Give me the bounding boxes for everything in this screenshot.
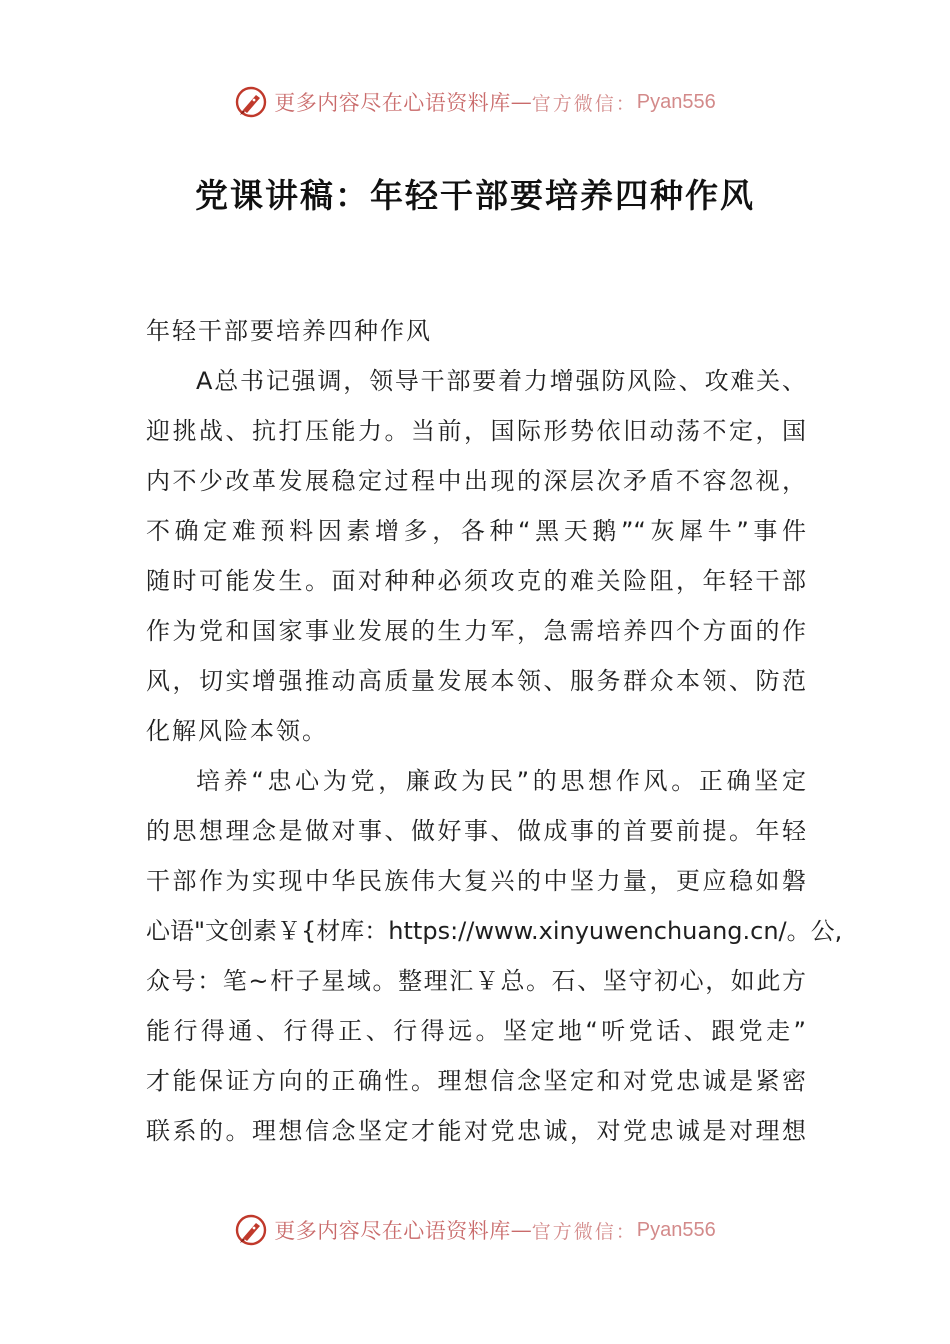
banner-dash: — xyxy=(510,1218,532,1242)
banner-wechat-id: Pyan556 xyxy=(636,1218,716,1241)
paragraph-line: 众号：笔~杆子星域。整理汇￥总。石、坚守初心，如此方 xyxy=(146,967,806,995)
paragraph-line: 培养“忠心为党，廉政为民”的思想作风。正确坚定 xyxy=(196,767,806,795)
paragraph-line: 联系的。理想信念坚定才能对党忠诚，对党忠诚是对理想 xyxy=(146,1117,806,1145)
paragraph-line: 能行得通、行得正、行得远。坚定地“听党话、跟党走” xyxy=(146,1017,806,1045)
paragraph-line: 化解风险本领。 xyxy=(146,717,328,745)
paragraph-line: 风，切实增强推动高质量发展本领、服务群众本领、防范 xyxy=(146,667,806,695)
paragraph-line: 迎挑战、抗打压能力。当前，国际形势依旧动荡不定，国 xyxy=(146,417,806,445)
banner-wechat-id: Pyan556 xyxy=(636,90,716,113)
paragraph-line: 作为党和国家事业发展的生力军，急需培养四个方面的作 xyxy=(146,617,806,645)
header-banner xyxy=(0,82,950,122)
banner-dash: — xyxy=(510,90,532,114)
page-title: 党课讲稿：年轻干部要培养四种作风 xyxy=(195,176,755,215)
footer-banner xyxy=(0,1210,950,1250)
paragraph-line: 干部作为实现中华民族伟大复兴的中坚力量，更应稳如磐 xyxy=(146,867,806,895)
banner-official-text: 官方微信： xyxy=(531,92,637,115)
paragraph-line: 随时可能发生。面对种种必须攻克的难关险阻，年轻干部 xyxy=(146,567,806,595)
paragraph-line: 不确定难预料因素增多，各种“黑天鹅”“灰犀牛”事件 xyxy=(146,517,806,545)
banner-official-text: 官方微信： xyxy=(531,1220,637,1243)
paragraph-line: 的思想理念是做对事、做好事、做成事的首要前提。年轻 xyxy=(146,817,806,845)
paragraph-line: 才能保证方向的正确性。理想信念坚定和对党忠诚是紧密 xyxy=(146,1067,806,1095)
subtitle-line: 年轻干部要培养四种作风 xyxy=(146,317,432,345)
pen-nib-icon xyxy=(234,1213,268,1247)
watermark-line: 心语"文创素￥{材库：https://www.xinyuwenchuang.cn/。公, xyxy=(146,917,843,945)
banner-main-text: 更多内容尽在心语资料库 xyxy=(274,1219,511,1243)
banner-main-text: 更多内容尽在心语资料库 xyxy=(274,91,511,115)
document-body xyxy=(146,306,843,1156)
pen-nib-icon xyxy=(234,85,268,119)
paragraph-line: 内不少改革发展稳定过程中出现的深层次矛盾不容忽视， xyxy=(146,467,806,495)
paragraph-line: A总书记强调，领导干部要着力增强防风险、攻难关、 xyxy=(196,367,806,395)
